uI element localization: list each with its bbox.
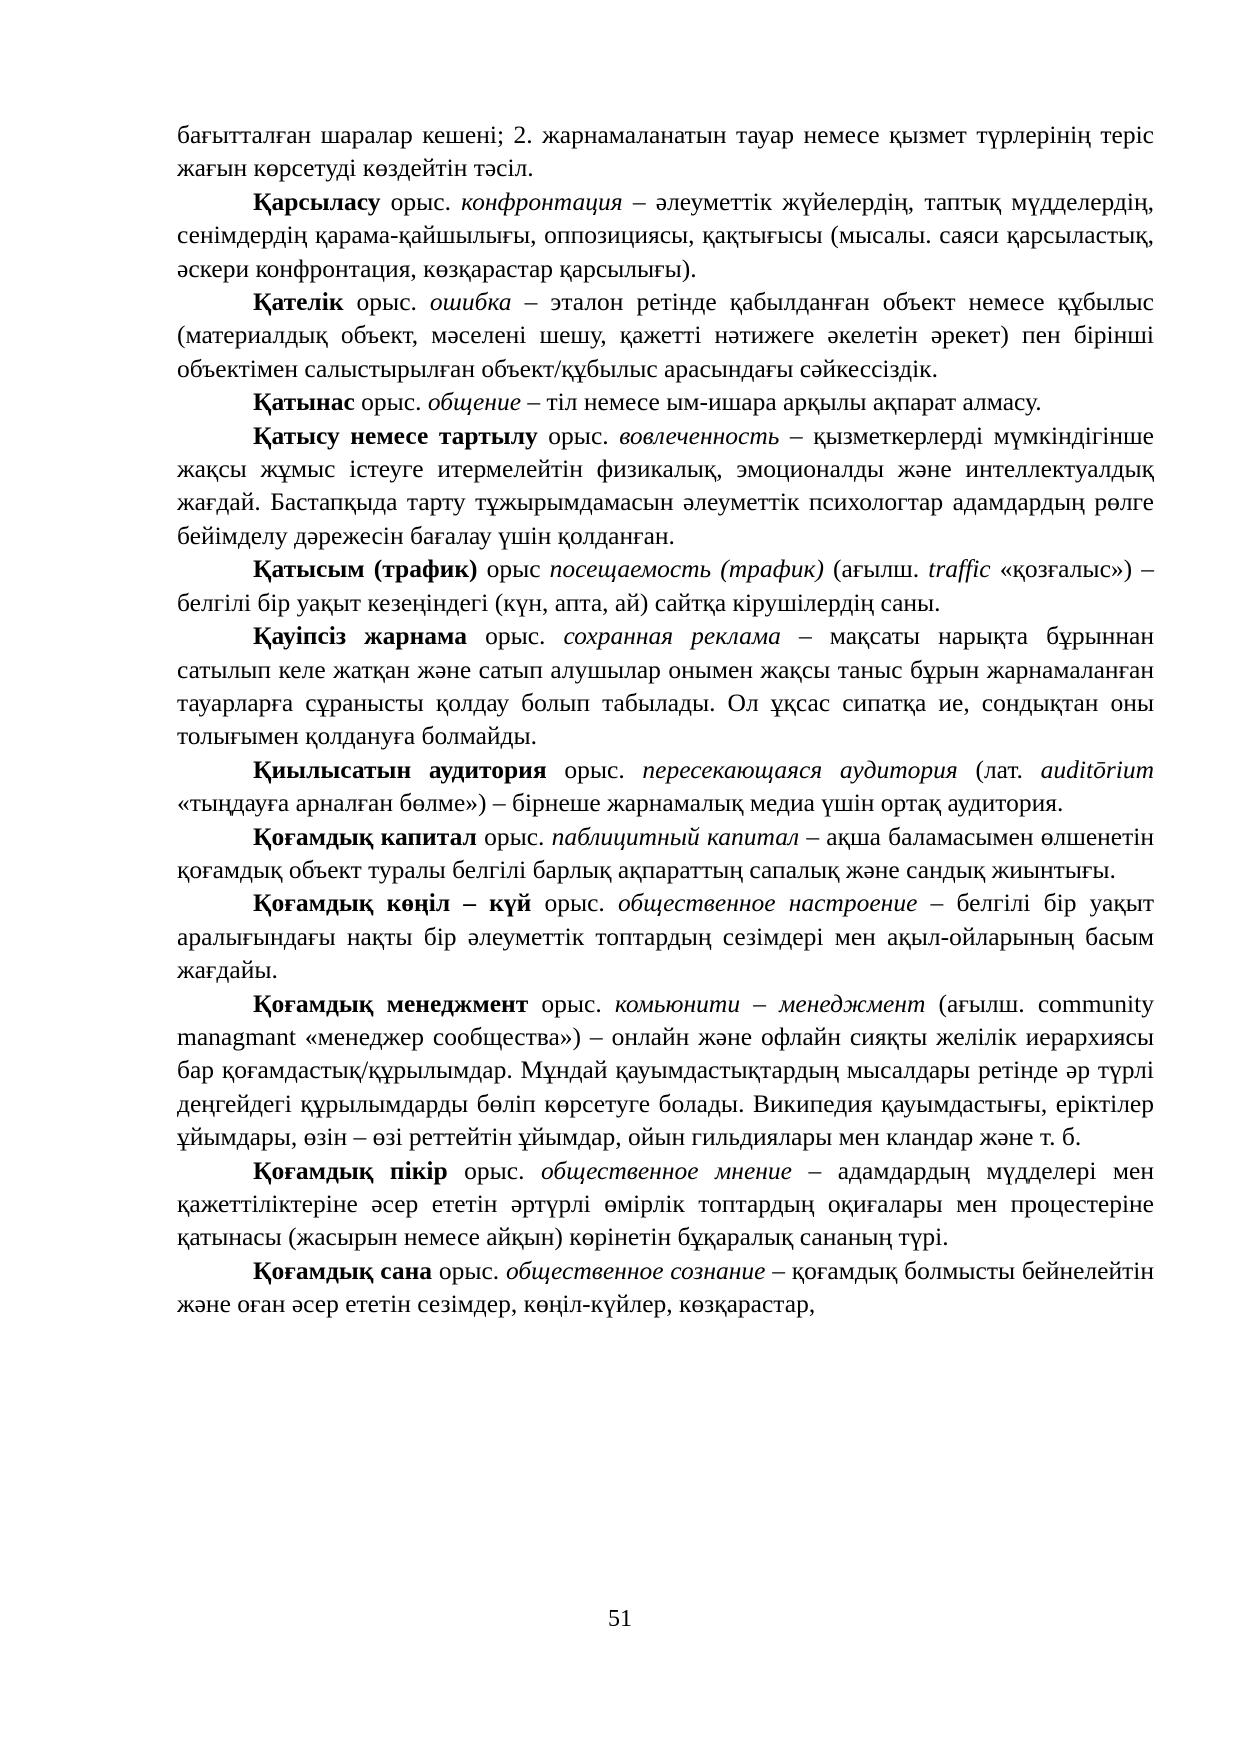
entry-lang: орыс. [537,420,620,450]
entry-lang: орыс. [528,988,615,1018]
entry-kauipsiz-zharnama [177,619,1154,753]
entry-ru-term: конфронтация [461,186,623,216]
entry-lang: орыс. [380,186,462,216]
entry-ru-term: посещаемость (трафик) [549,554,824,584]
entry-kogamdyk-pikir [177,1154,1154,1254]
entry-definition: – адамдардың мүдделері мен қажеттіліктеріне әсер ететін әртүрлі өмірлік топтардың оқиғалары мен процестеріне қатынасы (жасырын немесе айқын) көрінетін бұқаралық сананың түрі. [177,1155,1155,1252]
entry-ru-term: общественное настроение [617,888,918,918]
entry-ru-term: ошибка [429,287,512,317]
entry-kogamdyk-kapital [177,820,1154,887]
entry-kiylysatyn-auditoriya [177,753,1154,820]
entry-katysym [177,552,1154,619]
entry-ru-term: сохранная реклама [563,621,781,651]
entry-ru-term: вовлеченность [619,420,780,450]
entry-katysu [177,419,1154,553]
entry-definition: – тіл немесе ым-ишара арқылы ақпарат алмасу. [521,387,1042,417]
entry-lang: орыс. [546,754,643,784]
entry-definition: (ағылш. [823,554,929,584]
entry-ru-term: пересекающаяся аудитория [642,754,958,784]
page-content [177,118,1154,1321]
entry-ru-term: комьюнити – менеджмент [614,988,926,1018]
entry-lang: орыс. [531,888,618,918]
entry-term: Қатысым (трафик) [253,554,478,584]
entry-term: Қателік [253,287,344,317]
entry-term: Қоғамдық көңіл – күй [253,888,532,918]
entry-term: Қоғамдық пікір [253,1155,448,1185]
entry-definition: – белгілі бір уақыт аралығындағы нақты бір әлеуметтік топтардың сезімдері мен ақыл-ойларының басым жағдайы. [177,888,1155,985]
entry-karsylasu [177,185,1154,285]
entry-lang: орыс. [432,1255,506,1285]
entry-ru-term: паблицитный капитал [551,821,800,851]
entry-definition: – мақсаты нарықта бұрыннан сатылып келе жатқан және сатып алушылар онымен жақсы таныс бұрын жарнамаланған тауарларға сұранысты қолдау болып табылады. Ол ұқсас сипатқа ие, сондықтан оны толығымен қолдануға болмайды. [177,621,1155,751]
entry-definition-rest: «тыңдауға арналған бөлме») – бірнеше жарнамалық медиа үшін ортақ аудитория. [177,788,1064,818]
entry-term: Қауіпсіз жарнама [253,621,467,651]
entry-term: Қоғамдық сана [253,1255,433,1285]
entry-term: Қатынас [253,387,355,417]
entry-definition: (лат. [957,754,1041,784]
entry-kogamdyk-sana [177,1254,1154,1321]
entry-ru-term: общественное сознание [505,1255,766,1285]
entry-lang: орыс. [447,1155,541,1185]
entry-ru-term: общение [427,387,522,417]
entry-katelik [177,285,1154,385]
entry-term: Қатысу немесе тартылу [253,420,538,450]
page-number: 51 [608,1606,632,1632]
entry-lang: орыс. [354,387,428,417]
intro-paragraph: бағытталған шаралар кешені; 2. жарнамаланатын тауар немесе қызмет түрлерінің теріс жағын көрсетуді көздейтін тәсіл. [177,120,1154,183]
entry-lang: орыс. [467,621,564,651]
entry-term: Қиылысатын аудитория [253,754,547,784]
entry-definition: – ақша баламасымен өлшенетін қоғамдық объект туралы белгілі барлық ақпараттың сапалық және сандық жиынтығы. [177,821,1154,884]
entry-lang: орыс [477,554,550,584]
entry-definition: – қоғамдық болмысты бейнелейтін және оған әсер ететін сезімдер, көңіл-күйлер, көзқарастар, [177,1255,1155,1319]
entry-lang: орыс. [476,821,552,851]
entry-definition: – қызметкерлерді мүмкіндігінше жақсы жұмыс істеуге итермелейтін физикалық, эмоционалды және интеллектуалдық жағдай. Бастапқыда тарту тұжырымдамасын әлеуметтік психологтар адамдардың рөлге бейімделу дәрежесін бағалау үшін қолданған. [177,420,1154,550]
entry-definition: – әлеуметтік жүйелердің, таптық мүдделердің, сенімдердің қарама-қайшылығы, оппозициясы, қақтығысы (мысалы. саяси қарсыластық, әскери конфронтация, көзқарастар қарсылығы). [177,186,1155,283]
entry-foreign-term: traffic [928,554,991,584]
entry-term: Қоғамдық менеджмент [253,988,529,1018]
entry-kogamdyk-menedzhment [177,987,1154,1154]
entry-kogamdyk-konil-kuy [177,886,1154,986]
entry-term: Қоғамдық капитал [253,821,477,851]
entry-definition: – эталон ретінде қабылданған объект немесе құбылыс (материалдық объект, мәселені шешу, қажетті нәтижеге әкелетін әрекет) пен бірінші объектімен салыстырылған объект/құбылыс арасындағы сәйкессіздік. [177,287,1154,383]
entry-definition: (ағылш. community managmant «менеджер сообщества») – онлайн және офлайн сияқты желілік иерархиясы бар қоғамдастық/құрылымдар. Мұндай қауымдастықтардың мысалдары ретінде әр түрлі деңгейдегі құрылымдарды бөліп көрсетуге болады. Википедия қауымдастығы, еріктілер ұйымдары, өзін – өзі реттейтін ұйымдар, ойын гильдиялары мен кландар және т. б. [177,988,1154,1152]
entry-foreign-term: auditōrium [1040,754,1154,784]
entry-ru-term: общественное мнение [540,1155,792,1185]
entry-lang: орыс. [343,287,430,317]
entry-definition-rest: «қозғалыс») – белгілі бір уақыт кезеңіндегі (күн, апта, ай) сайтқа кірушілердің саны. [177,554,1154,617]
entry-term: Қарсыласу [253,186,381,216]
entry-katynas [177,385,1154,418]
